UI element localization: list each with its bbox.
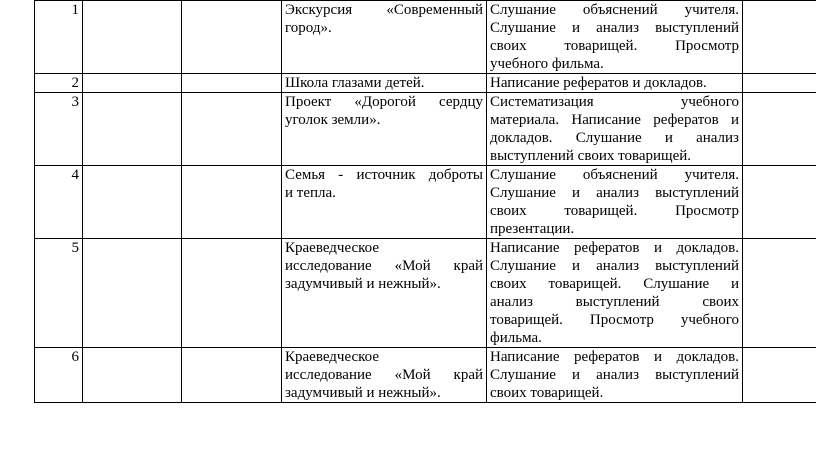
empty-cell xyxy=(83,239,182,348)
topic-line: Проект «Дорогой сердцу xyxy=(285,94,483,110)
lesson-plan-table xyxy=(34,0,816,403)
topic-line: Школа глазами детей. xyxy=(285,75,425,91)
activity-line: фильма. xyxy=(490,330,542,346)
activity-line: своих товарищей. Просмотр xyxy=(490,38,739,54)
activity-line: своих товарищей. Просмотр xyxy=(490,203,739,219)
empty-cell xyxy=(182,1,282,74)
lesson-topic xyxy=(282,1,487,74)
activity-line: презентации. xyxy=(490,221,575,237)
activity-line: докладов. Слушание и анализ xyxy=(490,130,739,146)
activity-line: учебного фильма. xyxy=(490,56,604,72)
empty-cell xyxy=(182,93,282,166)
learning-activities xyxy=(487,166,743,239)
activity-line: материала. Написание рефератов и xyxy=(490,112,739,128)
activity-line: товарищей. Просмотр учебного xyxy=(490,312,739,328)
empty-cell xyxy=(182,166,282,239)
row-number: 6 xyxy=(35,348,83,403)
activity-line: Слушание и анализ выступлений xyxy=(490,185,739,201)
topic-line: Семья - источник доброты xyxy=(285,167,483,183)
topic-line: уголок земли». xyxy=(285,112,381,128)
lesson-topic xyxy=(282,74,487,93)
lesson-topic xyxy=(282,93,487,166)
lesson-plan-body xyxy=(35,1,816,403)
topic-line: Краеведческое xyxy=(285,240,380,256)
topic-line: город». xyxy=(285,20,332,36)
row-number: 5 xyxy=(35,239,83,348)
topic-line: задумчивый и нежный». xyxy=(285,276,441,292)
activity-line: Слушание и анализ выступлений xyxy=(490,367,739,383)
lesson-topic xyxy=(282,166,487,239)
learning-activities xyxy=(487,348,743,403)
lesson-topic xyxy=(282,239,487,348)
empty-cell xyxy=(83,166,182,239)
lesson-topic xyxy=(282,348,487,403)
activity-line: Слушание и анализ выступлений xyxy=(490,258,739,274)
activity-line: выступлений своих товарищей. xyxy=(490,148,692,164)
table-row xyxy=(35,74,816,93)
activity-line: Написание рефератов и докладов. xyxy=(490,240,739,256)
activity-line: Слушание объяснений учителя. xyxy=(490,2,739,18)
table-row xyxy=(35,166,816,239)
empty-cell xyxy=(182,239,282,348)
topic-line: исследование «Мой край xyxy=(285,367,483,383)
empty-cell xyxy=(743,1,816,74)
empty-cell xyxy=(83,74,182,93)
empty-cell xyxy=(182,348,282,403)
empty-cell xyxy=(83,348,182,403)
row-number: 1 xyxy=(35,1,83,74)
empty-cell xyxy=(743,166,816,239)
activity-line: своих товарищей. Слушание и xyxy=(490,276,739,292)
row-number: 3 xyxy=(35,93,83,166)
table-row xyxy=(35,348,816,403)
topic-line: задумчивый и нежный». xyxy=(285,385,441,401)
learning-activities xyxy=(487,74,743,93)
activity-line: Систематизация учебного xyxy=(490,94,739,110)
activity-line: Написание рефератов и докладов. xyxy=(490,349,739,365)
empty-cell xyxy=(182,74,282,93)
topic-line: Экскурсия «Современный xyxy=(285,2,483,18)
table-row xyxy=(35,93,816,166)
table-row xyxy=(35,1,816,74)
table-row xyxy=(35,239,816,348)
row-number: 4 xyxy=(35,166,83,239)
empty-cell xyxy=(743,93,816,166)
row-number: 2 xyxy=(35,74,83,93)
activity-line: анализ выступлений своих xyxy=(490,294,739,310)
topic-line: и тепла. xyxy=(285,185,336,201)
empty-cell xyxy=(743,74,816,93)
empty-cell xyxy=(743,239,816,348)
learning-activities xyxy=(487,239,743,348)
learning-activities xyxy=(487,93,743,166)
empty-cell xyxy=(83,93,182,166)
activity-line: своих товарищей. xyxy=(490,385,604,401)
activity-line: Слушание и анализ выступлений xyxy=(490,20,739,36)
topic-line: исследование «Мой край xyxy=(285,258,483,274)
activity-line: Написание рефератов и докладов. xyxy=(490,75,707,91)
topic-line: Краеведческое xyxy=(285,349,380,365)
activity-line: Слушание объяснений учителя. xyxy=(490,167,739,183)
learning-activities xyxy=(487,1,743,74)
empty-cell xyxy=(83,1,182,74)
empty-cell xyxy=(743,348,816,403)
